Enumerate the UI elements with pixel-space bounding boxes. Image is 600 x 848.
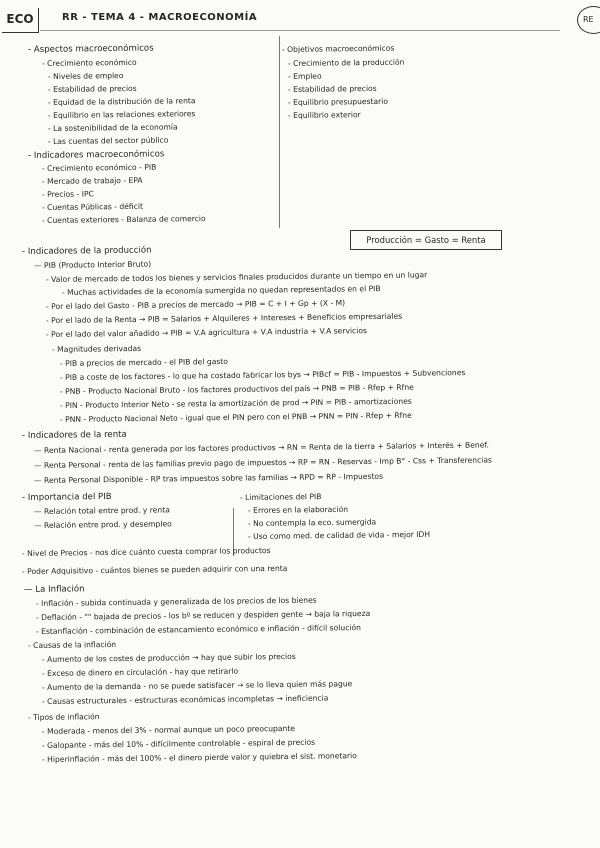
- note-line: - Poder Adquisitivo - cuántos bienes se pueden adquirir con una renta: [21, 563, 288, 576]
- note-line: - Cuentas exteriores - Balanza de comercio: [41, 214, 206, 225]
- boxed-note: Producción = Gasto = Renta: [350, 230, 502, 250]
- note-line: - Empleo: [287, 71, 322, 81]
- note-line: - Nivel de Precios - nos dice cuánto cuesta comprar los productos: [21, 545, 271, 558]
- note-line: - PNN - Producto Nacional Neto - igual que el PIN pero con el PNB → PNN = PIN - Rfep + Rfne: [59, 410, 412, 424]
- note-line: - Equilibrio exterior: [287, 110, 361, 120]
- note-line: - Moderada - menos del 3% - normal aunque un poco preocupante: [41, 723, 295, 736]
- note-line: - Por el lado de la Renta → PIB = Salarios + Alquileres + Intereses + Beneficios empresariales: [45, 311, 403, 325]
- note-line: - Las cuentas del sector público: [47, 135, 169, 146]
- note-line: — PIB (Producto Interior Bruto): [33, 259, 152, 270]
- note-line: - Aumento de la demanda - no se puede satisfacer → se lo lleva quien más pague: [41, 679, 353, 692]
- note-line: - Causas estructurales - estructuras económicas incompletas → ineficiencia: [41, 693, 329, 706]
- note-line: - Aumento de los costes de producción → hay que subir los precios: [41, 651, 296, 664]
- corner-mark: RE: [577, 6, 600, 34]
- note-line: - Crecimiento económico - PIB: [41, 162, 157, 173]
- note-line: — Renta Personal - renta de las familias previo pago de impuestos → RP = RN - Reservas - Imp B° - Css + Transferencias: [33, 455, 493, 470]
- note-line: - Tipos de inflación: [27, 712, 100, 722]
- note-line: — Renta Nacional - renta generada por los factores productivos → RN = Renta de la tierra + Salarios + Interés + Benef.: [33, 440, 489, 455]
- note-line: - Valor de mercado de todos los bienes y servicios finales producidos durante un tiempo en un lugar: [45, 270, 428, 284]
- note-line: - PIN - Producto Interior Neto - se resta la amortización de prod → PIN = PIB - amortizaciones: [59, 396, 412, 410]
- note-line: - Uso como med. de calidad de vida - mejor IDH: [247, 529, 431, 541]
- note-line: - Objetivos macroeconómicos: [281, 43, 395, 54]
- note-line: — Renta Personal Disponible - RP tras impuestos sobre las familias → RPD = RP - Impuestos: [33, 471, 384, 485]
- page-title: RR - TEMA 4 - MACROECONOMÍA: [62, 12, 258, 23]
- note-line: - La sostenibilidad de la economía: [47, 122, 178, 133]
- note-line: - Galopante - más del 10% - difícilmente controlable - espiral de precios: [41, 737, 316, 750]
- note-line: — Relación entre prod. y desempleo: [33, 519, 172, 530]
- note-line: - Exceso de dinero en circulación - hay que retirarlo: [41, 666, 239, 678]
- note-line: - Crecimiento económico: [41, 57, 137, 68]
- note-line: - Precios - IPC: [41, 189, 94, 199]
- section-heading: - Indicadores de la renta: [21, 429, 127, 441]
- note-line: - Magnitudes derivadas: [51, 343, 142, 354]
- note-line: - Equilibrio en las relaciones exteriores: [47, 109, 196, 120]
- header-rule: [40, 30, 560, 31]
- note-line: - Inflación - subida continuada y generalizada de los precios de los bienes: [35, 595, 317, 608]
- note-line: - No contempla la eco. sumergida: [247, 517, 377, 528]
- note-line: - Equilibrio presupuestario: [287, 96, 389, 107]
- note-line: - PIB a precios de mercado - el PIB del gasto: [59, 356, 228, 368]
- note-line: - Crecimiento de la producción: [287, 57, 405, 68]
- note-line: - Causas de la inflación: [27, 639, 117, 650]
- section-heading: - Aspectos macroeconómicos: [27, 43, 154, 55]
- note-line: - Errores en la elaboración: [247, 504, 349, 515]
- note-line: - PIB a coste de los factores - lo que ha costado fabricar los bys → PIBcf = PIB - Impuestos + Subvenciones: [59, 368, 466, 382]
- section-heading: - Indicadores de la producción: [21, 245, 152, 257]
- note-line: - Estanflación - combinación de estancamiento económico e inflación - difícil solución: [35, 623, 361, 636]
- note-line: - Muchas actividades de la economía sumergida no quedan representados en el PIB: [61, 284, 381, 297]
- note-line: - Estabilidad de precios: [287, 83, 377, 94]
- note-line: - Por el lado del valor añadido → PIB = V.A agricultura + V.A industria + V.A servicios: [45, 326, 367, 339]
- note-line: - Mercado de trabajo - EPA: [41, 175, 143, 186]
- note-line: - Cuentas Públicas - déficit: [41, 201, 143, 212]
- note-line: - Por el lado del Gasto - PIB a precios de mercado → PIB = C + I + Gp + (X - M): [45, 298, 346, 311]
- note-line: - Deflación - "" bajada de precios - los bº se reducen y despiden gente → baja la riqueza: [35, 608, 371, 622]
- section-heading: - Indicadores macroeconómicos: [27, 149, 165, 161]
- column-divider: [279, 36, 280, 228]
- note-line: — Relación total entre prod. y renta: [33, 505, 170, 516]
- note-line: - Limitaciones del PIB: [239, 492, 322, 502]
- note-line: - Estabilidad de precios: [47, 83, 137, 94]
- section-heading: — La Inflación: [23, 584, 85, 595]
- note-line: - Equidad de la distribución de la renta: [47, 96, 196, 107]
- note-line: - Niveles de empleo: [47, 71, 124, 81]
- note-line: - PNB - Producto Nacional Bruto - los factores productivos del país → PNB = PIB - Rfep + Rfne: [59, 382, 414, 396]
- subject-tag: ECO: [2, 8, 39, 33]
- section-heading: - Importancia del PIB: [21, 491, 112, 503]
- note-line: - Hiperinflación - más del 100% - el dinero pierde valor y quiebra el sist. monetario: [41, 751, 357, 764]
